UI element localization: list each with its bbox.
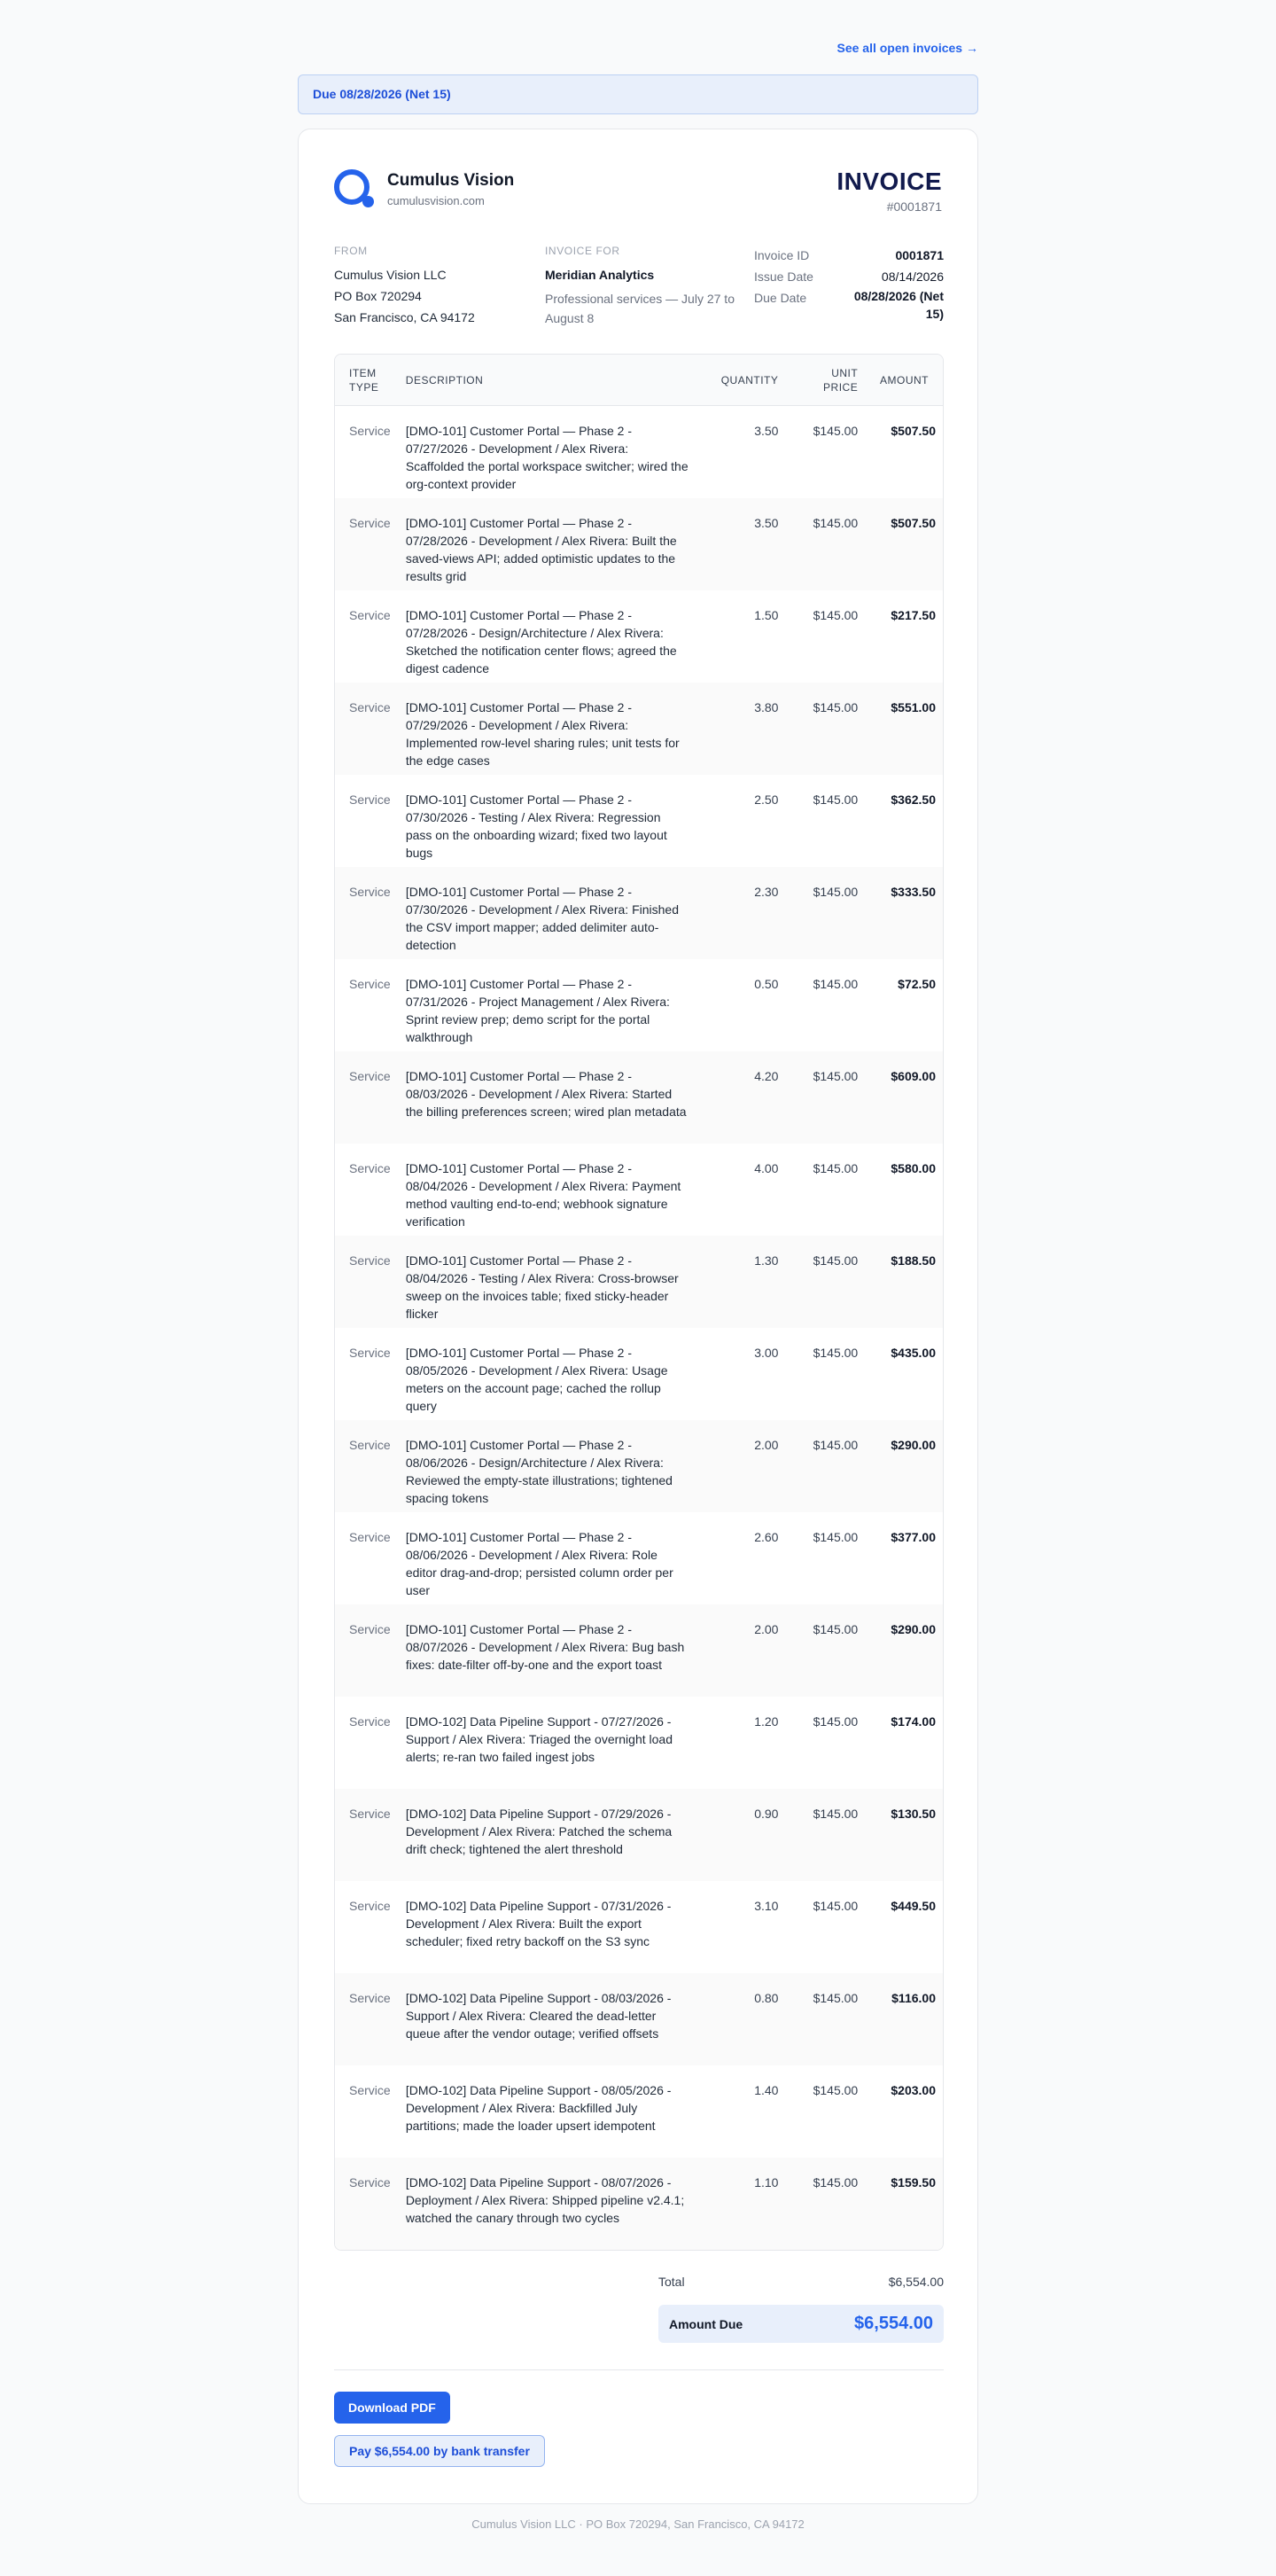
item-type-cell: Service	[349, 885, 391, 899]
invoice-ids-section	[754, 245, 944, 328]
description-cell: [DMO-102] Data Pipeline Support - 07/31/2026 - Development / Alex Rivera: Built the export scheduler; fixed retry backoff on the S3 sync	[405, 1899, 672, 1948]
table-row	[335, 1789, 943, 1881]
unit-price-cell: $145.00	[813, 1069, 859, 1083]
issue-date-value: 08/14/2026	[881, 269, 944, 284]
due-date-banner: Due 08/28/2026 (Net 15)	[298, 74, 978, 114]
page-footer: Cumulus Vision LLC · PO Box 720294, San Francisco, CA 94172	[471, 2517, 805, 2531]
unit-price-cell: $145.00	[813, 2083, 859, 2097]
table-row	[335, 1328, 943, 1420]
invoice-meta	[334, 245, 944, 328]
total-row	[658, 2275, 944, 2296]
unit-price-cell: $145.00	[813, 1253, 859, 1268]
table-row	[335, 683, 943, 775]
from-line: Cumulus Vision LLC	[334, 268, 447, 282]
amount-cell: $72.50	[898, 977, 936, 991]
item-type-cell: Service	[349, 1069, 391, 1083]
description-cell: [DMO-102] Data Pipeline Support - 07/29/2026 - Development / Alex Rivera: Patched the schema drift check; tightened the alert threshold	[405, 1807, 673, 1856]
quantity-cell: 4.00	[754, 1161, 779, 1175]
unit-price-cell: $145.00	[813, 977, 859, 991]
item-type-cell: Service	[349, 1622, 391, 1636]
unit-price-cell: $145.00	[813, 1530, 859, 1544]
invoice-id-row	[754, 245, 944, 266]
item-type-cell: Service	[349, 977, 391, 991]
table-row	[335, 1881, 943, 1973]
table-row	[335, 867, 943, 959]
description-cell: [DMO-101] Customer Portal — Phase 2 - 07/30/2026 - Development / Alex Rivera: Finished the CSV import mapper; added delimiter auto-detection	[405, 885, 679, 952]
amount-cell: $203.00	[891, 2083, 936, 2097]
amount-due-label: Amount Due	[669, 2316, 743, 2331]
amount-cell: $507.50	[891, 516, 936, 530]
unit-price-cell: $145.00	[813, 1161, 859, 1175]
total-value: $6,554.00	[888, 2275, 944, 2289]
quantity-cell: 2.60	[754, 1530, 779, 1544]
quantity-cell: 1.30	[754, 1253, 779, 1268]
invoice-id-label: Invoice ID	[754, 248, 810, 262]
quantity-cell: 2.30	[754, 885, 779, 899]
table-row	[335, 1604, 943, 1697]
table-row	[335, 590, 943, 683]
table-row	[335, 1144, 943, 1236]
amount-cell: $333.50	[891, 885, 936, 899]
description-cell: [DMO-101] Customer Portal — Phase 2 - 07/29/2026 - Development / Alex Rivera: Implemented row-level sharing rules; unit tests for the edge cases	[405, 700, 680, 768]
table-row	[335, 1051, 943, 1144]
quantity-cell: 1.50	[754, 608, 779, 622]
quantity-cell: 3.80	[754, 700, 779, 714]
amount-cell: $507.50	[891, 424, 936, 438]
amount-cell: $362.50	[891, 792, 936, 807]
description-cell: [DMO-102] Data Pipeline Support - 08/03/2026 - Support / Alex Rivera: Cleared the dead-letter queue after the vendor outage; verified offsets	[405, 1991, 672, 2041]
company-logo-icon	[334, 169, 373, 208]
quantity-cell: 3.10	[754, 1899, 779, 1913]
amount-due-row	[658, 2305, 944, 2343]
unit-price-cell: $145.00	[813, 1807, 859, 1821]
download-pdf-button[interactable]: Download PDF	[334, 2392, 450, 2424]
quantity-cell: 3.50	[754, 424, 779, 438]
unit-price-cell: $145.00	[813, 1714, 859, 1729]
item-type-cell: Service	[349, 608, 391, 622]
quantity-cell: 1.20	[754, 1714, 779, 1729]
amount-cell: $377.00	[891, 1530, 936, 1544]
unit-price-cell: $145.00	[813, 885, 859, 899]
issue-date-label: Issue Date	[754, 269, 813, 284]
item-type-cell: Service	[349, 792, 391, 807]
amount-cell: $290.00	[891, 1622, 936, 1636]
brand-name: Cumulus Vision	[387, 170, 515, 190]
table-row	[335, 406, 943, 498]
due-date-row	[754, 287, 944, 323]
item-type-cell: Service	[349, 1346, 391, 1360]
table-row	[335, 2065, 943, 2158]
quantity-cell: 2.00	[754, 1622, 779, 1636]
amount-due-value: $6,554.00	[854, 2314, 933, 2333]
quantity-cell: 2.00	[754, 1438, 779, 1452]
table-row	[335, 1420, 943, 1512]
quantity-cell: 4.20	[754, 1069, 779, 1083]
item-type-cell: Service	[349, 1991, 391, 2005]
item-type-cell: Service	[349, 1438, 391, 1452]
description-cell: [DMO-101] Customer Portal — Phase 2 - 08/04/2026 - Development / Alex Rivera: Payment method vaulting end-to-end; webhook signature verification	[405, 1161, 681, 1229]
quantity-cell: 0.80	[754, 1991, 779, 2005]
totals-block	[658, 2275, 944, 2343]
item-type-cell: Service	[349, 516, 391, 530]
total-label: Total	[658, 2275, 685, 2289]
amount-cell: $188.50	[891, 1253, 936, 1268]
amount-cell: $174.00	[891, 1714, 936, 1729]
brand-website: cumulusvision.com	[387, 193, 485, 207]
quantity-cell: 3.00	[754, 1346, 779, 1360]
amount-cell: $217.50	[891, 608, 936, 622]
amount-cell: $130.50	[891, 1807, 936, 1821]
quantity-cell: 1.40	[754, 2083, 779, 2097]
amount-cell: $580.00	[891, 1161, 936, 1175]
unit-price-cell: $145.00	[813, 1622, 859, 1636]
description-cell: [DMO-101] Customer Portal — Phase 2 - 08/05/2026 - Development / Alex Rivera: Usage meters on the account page; cached the rollup query	[405, 1346, 668, 1413]
table-header	[335, 355, 943, 406]
from-section	[334, 245, 545, 328]
table-row	[335, 1236, 943, 1328]
unit-price-cell: $145.00	[813, 1899, 859, 1913]
table-row	[335, 498, 943, 590]
description-cell: [DMO-101] Customer Portal — Phase 2 - 07/28/2026 - Development / Alex Rivera: Built the saved-views API; added optimistic updates to the results grid	[405, 516, 677, 583]
description-cell: [DMO-101] Customer Portal — Phase 2 - 08/04/2026 - Testing / Alex Rivera: Cross-browser sweep on the invoices table; fixed sticky-header flicker	[405, 1253, 679, 1321]
from-line: San Francisco, CA 94172	[334, 310, 475, 324]
invoice-id-value: 0001871	[895, 248, 944, 262]
amount-cell: $290.00	[891, 1438, 936, 1452]
amount-cell: $449.50	[891, 1899, 936, 1913]
table-row	[335, 1512, 943, 1604]
invoice-title-block	[836, 168, 942, 214]
invoice-card	[298, 129, 978, 2504]
amount-cell: $435.00	[891, 1346, 936, 1360]
column-header-description: DESCRIPTION	[405, 373, 484, 386]
from-label: FROM	[334, 245, 368, 257]
section-divider	[334, 2369, 944, 2370]
item-type-cell: Service	[349, 700, 391, 714]
quantity-cell: 3.50	[754, 516, 779, 530]
unit-price-cell: $145.00	[813, 1991, 859, 2005]
description-cell: [DMO-102] Data Pipeline Support - 08/07/2026 - Deployment / Alex Rivera: Shipped pipeline v2.4.1; watched the canary through two cycles	[405, 2175, 685, 2225]
item-type-cell: Service	[349, 424, 391, 438]
quantity-cell: 2.50	[754, 792, 779, 807]
description-cell: [DMO-101] Customer Portal — Phase 2 - 08/03/2026 - Development / Alex Rivera: Started the billing preferences screen; wired plan metadata	[405, 1069, 687, 1119]
column-header-unit-price: UNIT PRICE	[823, 366, 859, 394]
description-cell: [DMO-101] Customer Portal — Phase 2 - 07/31/2026 - Project Management / Alex Rivera: Sprint review prep; demo script for the portal walkthrough	[405, 977, 670, 1044]
description-cell: [DMO-101] Customer Portal — Phase 2 - 08/06/2026 - Development / Alex Rivera: Role editor drag-and-drop; persisted column order per user	[405, 1530, 673, 1597]
due-date-value: 08/28/2026 (Net 15)	[853, 289, 944, 321]
issue-date-row	[754, 266, 944, 287]
amount-cell: $116.00	[891, 1991, 936, 2005]
logo-dot	[362, 196, 374, 207]
table-row	[335, 1973, 943, 2065]
column-header-amount: AMOUNT	[880, 373, 929, 386]
item-type-cell: Service	[349, 1899, 391, 1913]
column-header-quantity: QUANTITY	[720, 373, 779, 386]
see-all-open-invoices-link[interactable]: See all open invoices →	[836, 41, 978, 55]
unit-price-cell: $145.00	[813, 608, 859, 622]
unit-price-cell: $145.00	[813, 1346, 859, 1360]
top-link-container	[298, 41, 978, 55]
invoice-for-section	[545, 245, 754, 328]
quantity-cell: 0.90	[754, 1807, 779, 1821]
invoice-title: INVOICE	[836, 168, 942, 195]
table-row	[335, 775, 943, 867]
unit-price-cell: $145.00	[813, 792, 859, 807]
from-line: PO Box 720294	[334, 289, 422, 303]
table-body	[335, 406, 943, 2250]
invoice-number: #0001871	[886, 199, 942, 214]
description-cell: [DMO-101] Customer Portal — Phase 2 - 08/07/2026 - Development / Alex Rivera: Bug bash fixes: date-filter off-by-one and the export toast	[405, 1622, 685, 1672]
due-date-label: Due Date	[754, 291, 807, 305]
unit-price-cell: $145.00	[813, 516, 859, 530]
item-type-cell: Service	[349, 1253, 391, 1268]
line-items-table	[334, 354, 944, 2251]
amount-cell: $159.50	[891, 2175, 936, 2190]
table-row	[335, 1697, 943, 1789]
quantity-cell: 0.50	[754, 977, 779, 991]
service-period-note: Professional services — July 27 to August 8	[545, 292, 735, 325]
item-type-cell: Service	[349, 1530, 391, 1544]
pay-by-bank-transfer-button[interactable]: Pay $6,554.00 by bank transfer	[334, 2435, 545, 2467]
description-cell: [DMO-101] Customer Portal — Phase 2 - 07/28/2026 - Design/Architecture / Alex Rivera: Sketched the notification center flows; agreed the digest cadence	[405, 608, 677, 675]
amount-cell: $609.00	[891, 1069, 936, 1083]
client-name: Meridian Analytics	[545, 268, 655, 282]
amount-cell: $551.00	[891, 700, 936, 714]
description-cell: [DMO-102] Data Pipeline Support - 07/27/2026 - Support / Alex Rivera: Triaged the overnight load alerts; re-ran two failed ingest jobs	[405, 1714, 673, 1764]
table-row	[335, 2158, 943, 2250]
description-cell: [DMO-101] Customer Portal — Phase 2 - 08/06/2026 - Design/Architecture / Alex Rivera: Reviewed the empty-state illustrations; tightened spacing tokens	[405, 1438, 673, 1505]
unit-price-cell: $145.00	[813, 1438, 859, 1452]
description-cell: [DMO-101] Customer Portal — Phase 2 - 07/27/2026 - Development / Alex Rivera: Scaffolded the portal workspace switcher; wired the org-context provider	[405, 424, 689, 491]
item-type-cell: Service	[349, 1714, 391, 1729]
table-row	[335, 959, 943, 1051]
brand-text	[387, 171, 514, 207]
unit-price-cell: $145.00	[813, 700, 859, 714]
unit-price-cell: $145.00	[813, 424, 859, 438]
unit-price-cell: $145.00	[813, 2175, 859, 2190]
description-cell: [DMO-102] Data Pipeline Support - 08/05/2026 - Development / Alex Rivera: Backfilled July partitions; made the loader upsert idempotent	[405, 2083, 672, 2133]
item-type-cell: Service	[349, 2175, 391, 2190]
brand-block	[334, 169, 514, 208]
invoice-for-label: INVOICE FOR	[545, 245, 620, 257]
description-cell: [DMO-101] Customer Portal — Phase 2 - 07/30/2026 - Testing / Alex Rivera: Regression pass on the onboarding wizard; fixed two layout bugs	[405, 792, 667, 860]
item-type-cell: Service	[349, 1807, 391, 1821]
column-header-item-type: ITEM TYPE	[349, 366, 379, 394]
item-type-cell: Service	[349, 2083, 391, 2097]
quantity-cell: 1.10	[754, 2175, 779, 2190]
item-type-cell: Service	[349, 1161, 391, 1175]
